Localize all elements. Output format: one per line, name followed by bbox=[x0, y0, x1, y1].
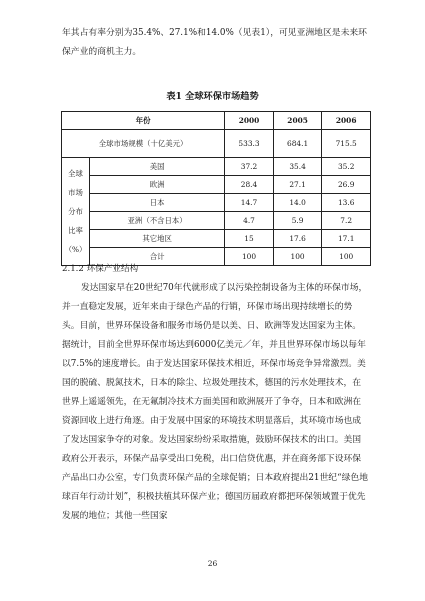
market-trend-table bbox=[61, 111, 371, 266]
table-row bbox=[62, 212, 371, 230]
table-header-row bbox=[62, 112, 371, 130]
cell: 100 bbox=[273, 248, 322, 266]
cell: 15 bbox=[225, 230, 274, 248]
total-2005: 684.1 bbox=[273, 130, 322, 158]
row-label: 亚洲（不含日本） bbox=[90, 212, 225, 230]
row-label: 其它地区 bbox=[90, 230, 225, 248]
cell: 5.9 bbox=[273, 212, 322, 230]
total-label: 全球市场规模（十亿美元） bbox=[62, 130, 225, 158]
table-row-total bbox=[62, 130, 371, 158]
cell: 100 bbox=[322, 248, 371, 266]
cell: 14.7 bbox=[225, 194, 274, 212]
table-row bbox=[62, 158, 371, 176]
body-paragraph: 发达国家早在20世纪70年代就形成了以污染控制设备为主体的环保市场，并一直稳定发展，近年来由于绿色产品的行销，环保市场出现持续增长的势头。目前，世界环保设备和服务市场仍是以美、日、欧洲等发达国家为主体。据统计，目前全世界环保市场达到6000亿美元／年，并且世界环保市场以每年以7.5%的速度增长。由于发达国家环保技术相近，环保市场竞争异常激烈。美国的脱硫、脱氮技术，日本的除尘、垃圾处理技术，德国的污水处理技术，在世界上遥遥领先，在无氟制冷技术方面美国和欧洲展开了争夺，日本和欧洲在资源回收上进行角逐。由于发展中国家的环境技术明显落后，其环境市场也成了发达国家争夺的对象。发达国家纷纷采取措施，鼓励环保技术的出口。美国政府公开表示，环保产品享受出口免税，出口信贷优惠，并在商务部下设环保产品出口办公室，专门负责环保产品的全球促销；日本政府提出21世纪“绿色地球百年行动计划”，积极扶植其环保产业；德国历届政府都把环保领域置于优先发展的地位；其他一些国家 bbox=[62, 283, 368, 521]
row-label: 合计 bbox=[90, 248, 225, 266]
cell: 27.1 bbox=[273, 176, 322, 194]
table-caption: 表1 全球环保市场趋势 bbox=[166, 91, 259, 102]
cell: 14.0 bbox=[273, 194, 322, 212]
cell: 26.9 bbox=[322, 176, 371, 194]
cell: 4.7 bbox=[225, 212, 274, 230]
cell: 7.2 bbox=[322, 212, 371, 230]
header-2000: 2000 bbox=[225, 112, 274, 130]
section-heading: 2.1.2 环保产业结构 bbox=[62, 264, 139, 274]
row-label: 日本 bbox=[90, 194, 225, 212]
intro-paragraph: 年其占有率分别为35.4%、27.1%和14.0%（见表1），可见亚洲地区是未来环保产业的商机主力。 bbox=[62, 28, 367, 57]
cell: 35.2 bbox=[322, 158, 371, 176]
total-2006: 715.5 bbox=[322, 130, 371, 158]
cell: 17.6 bbox=[273, 230, 322, 248]
page-number: 26 bbox=[207, 559, 218, 568]
cell: 35.4 bbox=[273, 158, 322, 176]
distribution-side-label: 全球 市场 分布 比率 （%） bbox=[62, 158, 90, 266]
cell: 100 bbox=[225, 248, 274, 266]
row-label: 欧洲 bbox=[90, 176, 225, 194]
table-row bbox=[62, 230, 371, 248]
cell: 37.2 bbox=[225, 158, 274, 176]
cell: 17.1 bbox=[322, 230, 371, 248]
cell: 13.6 bbox=[322, 194, 371, 212]
total-2000: 533.3 bbox=[225, 130, 274, 158]
header-2005: 2005 bbox=[273, 112, 322, 130]
header-year: 年份 bbox=[62, 112, 225, 130]
header-2006: 2006 bbox=[322, 112, 371, 130]
table-row bbox=[62, 176, 371, 194]
cell: 28.4 bbox=[225, 176, 274, 194]
row-label: 美国 bbox=[90, 158, 225, 176]
table-row bbox=[62, 194, 371, 212]
